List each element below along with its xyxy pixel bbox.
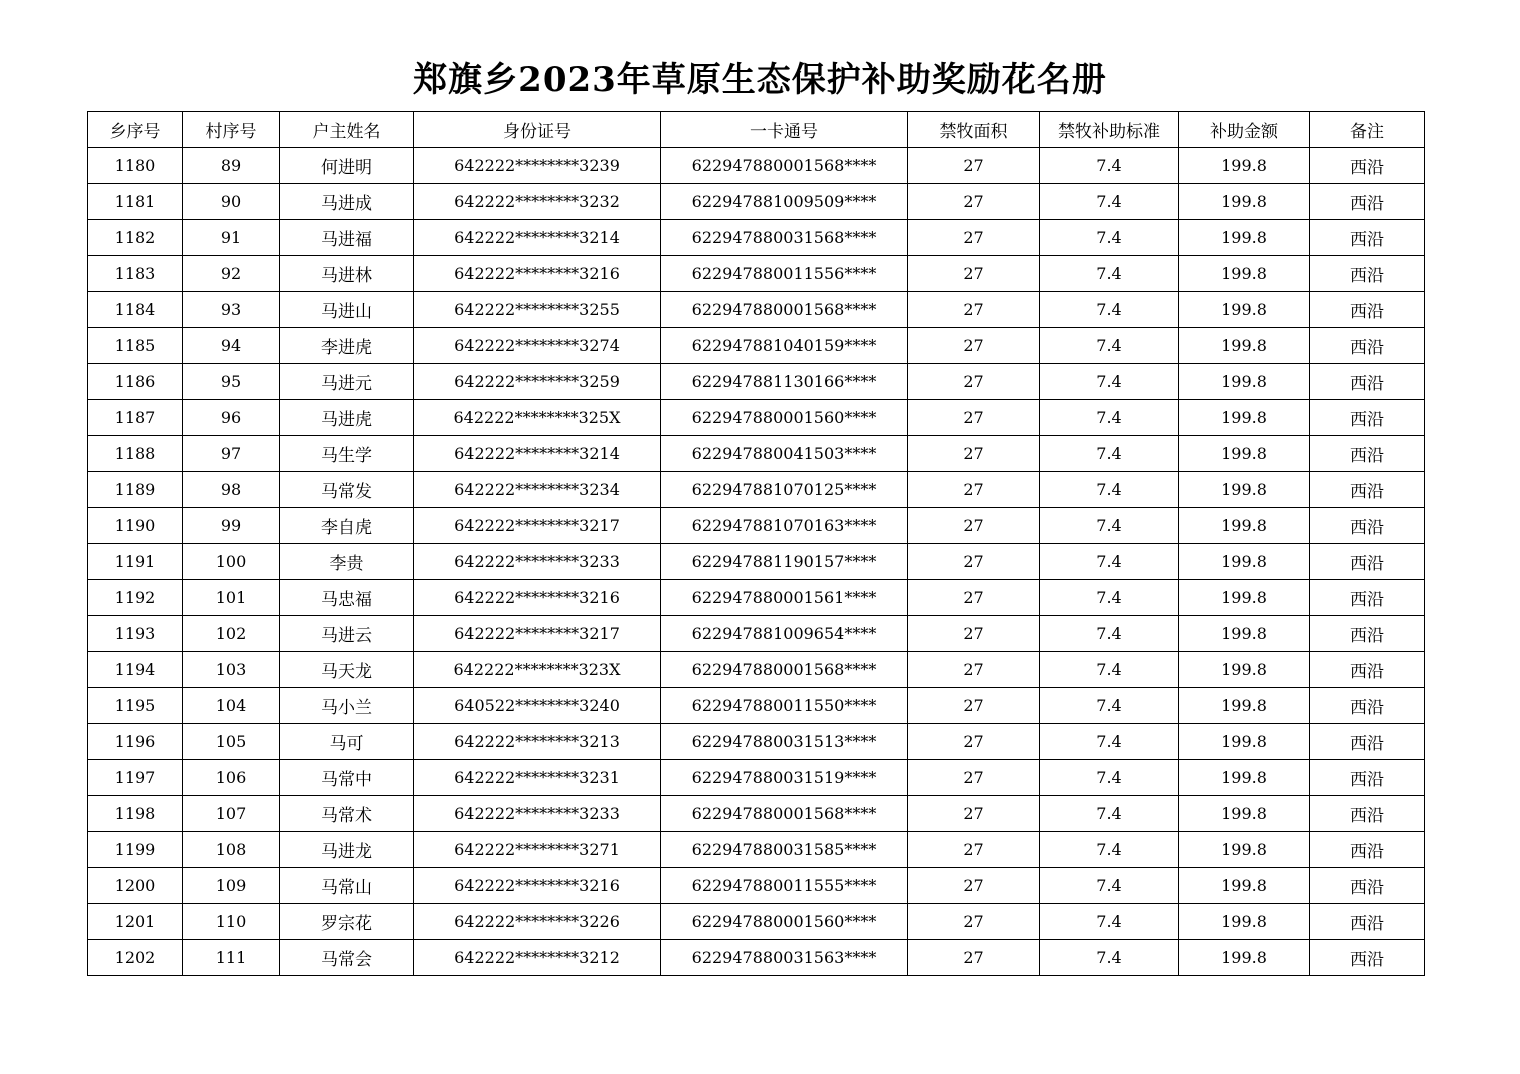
village-seq-cell: 111 [183,940,280,976]
subsidy-amount-cell: 199.8 [1179,148,1310,184]
table-row [88,328,1425,364]
subsidy-amount-cell: 199.8 [1179,400,1310,436]
table-row [88,904,1425,940]
householder-name-cell: 马进山 [280,292,414,328]
grazing-ban-area-cell: 27 [908,904,1040,940]
table-row [88,580,1425,616]
card-number-cell: 622947881070163**** [661,508,908,544]
card-number-cell: 622947880031519**** [661,760,908,796]
subsidy-standard-cell: 7.4 [1040,508,1179,544]
card-number-cell: 622947880001568**** [661,148,908,184]
remarks-cell: 西沿 [1310,472,1425,508]
grazing-ban-area-cell: 27 [908,292,1040,328]
grazing-ban-area-cell: 27 [908,148,1040,184]
township-seq-cell: 1180 [88,148,183,184]
id-number-cell: 642222********3255 [414,292,661,328]
township-seq-cell: 1183 [88,256,183,292]
table-row [88,616,1425,652]
table-header-row [88,112,1425,148]
document-title: 郑旗乡2023年草原生态保护补助奖励花名册 [413,60,1107,100]
grazing-ban-area-header: 禁牧面积 [908,112,1040,148]
id-number-cell: 642222********3234 [414,472,661,508]
grazing-ban-area-cell: 27 [908,940,1040,976]
grazing-ban-area-cell: 27 [908,760,1040,796]
remarks-cell: 西沿 [1310,400,1425,436]
subsidy-standard-cell: 7.4 [1040,220,1179,256]
card-number-cell: 622947881070125**** [661,472,908,508]
remarks-cell: 西沿 [1310,724,1425,760]
township-seq-cell: 1192 [88,580,183,616]
subsidy-amount-cell: 199.8 [1179,184,1310,220]
village-seq-cell: 96 [183,400,280,436]
remarks-cell: 西沿 [1310,292,1425,328]
grazing-ban-area-cell: 27 [908,400,1040,436]
table-row [88,292,1425,328]
card-number-cell: 622947881009509**** [661,184,908,220]
township-seq-cell: 1201 [88,904,183,940]
subsidy-standard-cell: 7.4 [1040,760,1179,796]
township-seq-cell: 1190 [88,508,183,544]
subsidy-standard-cell: 7.4 [1040,832,1179,868]
card-number-cell: 622947881190157**** [661,544,908,580]
subsidy-standard-cell: 7.4 [1040,364,1179,400]
subsidy-amount-cell: 199.8 [1179,688,1310,724]
id-number-cell: 642222********3216 [414,868,661,904]
subsidy-amount-header: 补助金额 [1179,112,1310,148]
id-number-cell: 642222********3214 [414,436,661,472]
township-seq-cell: 1196 [88,724,183,760]
subsidy-standard-cell: 7.4 [1040,868,1179,904]
table-row [88,472,1425,508]
grazing-ban-area-cell: 27 [908,436,1040,472]
id-number-cell: 642222********323X [414,652,661,688]
householder-name-cell: 马可 [280,724,414,760]
subsidy-standard-cell: 7.4 [1040,904,1179,940]
table-row [88,940,1425,976]
remarks-cell: 西沿 [1310,868,1425,904]
card-number-cell: 622947880001568**** [661,292,908,328]
subsidy-amount-cell: 199.8 [1179,904,1310,940]
id-number-cell: 642222********3271 [414,832,661,868]
householder-name-cell: 马常会 [280,940,414,976]
householder-name-cell: 马天龙 [280,652,414,688]
id-number-cell: 642222********3239 [414,148,661,184]
township-seq-cell: 1200 [88,868,183,904]
subsidy-standard-cell: 7.4 [1040,724,1179,760]
id-number-cell: 642222********3216 [414,256,661,292]
table-row [88,688,1425,724]
remarks-cell: 西沿 [1310,364,1425,400]
card-number-cell: 622947881130166**** [661,364,908,400]
village-seq-cell: 110 [183,904,280,940]
table-row [88,436,1425,472]
id-number-cell: 642222********3216 [414,580,661,616]
remarks-cell: 西沿 [1310,508,1425,544]
grazing-ban-area-cell: 27 [908,184,1040,220]
subsidy-amount-cell: 199.8 [1179,616,1310,652]
subsidy-amount-cell: 199.8 [1179,652,1310,688]
subsidy-amount-cell: 199.8 [1179,256,1310,292]
householder-name-cell: 马进元 [280,364,414,400]
subsidy-amount-cell: 199.8 [1179,364,1310,400]
subsidy-amount-cell: 199.8 [1179,832,1310,868]
table-row [88,796,1425,832]
householder-name-cell: 李贵 [280,544,414,580]
householder-name-cell: 马生学 [280,436,414,472]
township-seq-cell: 1195 [88,688,183,724]
grazing-ban-area-cell: 27 [908,472,1040,508]
township-seq-cell: 1199 [88,832,183,868]
householder-name-cell: 马进林 [280,256,414,292]
subsidy-amount-cell: 199.8 [1179,472,1310,508]
card-number-cell: 622947880011555**** [661,868,908,904]
remarks-header: 备注 [1310,112,1425,148]
id-number-cell: 642222********3217 [414,616,661,652]
card-number-cell: 622947880001560**** [661,400,908,436]
householder-name-cell: 马进福 [280,220,414,256]
id-number-cell: 642222********3214 [414,220,661,256]
id-number-header: 身份证号 [414,112,661,148]
township-seq-cell: 1188 [88,436,183,472]
remarks-cell: 西沿 [1310,328,1425,364]
village-seq-cell: 105 [183,724,280,760]
card-number-cell: 622947880011550**** [661,688,908,724]
remarks-cell: 西沿 [1310,760,1425,796]
subsidy-standard-cell: 7.4 [1040,544,1179,580]
id-number-cell: 642222********3226 [414,904,661,940]
grazing-ban-area-cell: 27 [908,688,1040,724]
grazing-ban-area-cell: 27 [908,652,1040,688]
subsidy-standard-cell: 7.4 [1040,328,1179,364]
table-row [88,652,1425,688]
subsidy-standard-cell: 7.4 [1040,472,1179,508]
subsidy-standard-cell: 7.4 [1040,796,1179,832]
subsidy-standard-cell: 7.4 [1040,436,1179,472]
subsidy-standard-cell: 7.4 [1040,148,1179,184]
township-seq-cell: 1198 [88,796,183,832]
householder-name-cell: 马进云 [280,616,414,652]
id-number-cell: 642222********3233 [414,544,661,580]
village-seq-cell: 107 [183,796,280,832]
card-number-cell: 622947880001568**** [661,796,908,832]
householder-name-cell: 马进虎 [280,400,414,436]
grazing-ban-area-cell: 27 [908,868,1040,904]
village-seq-cell: 92 [183,256,280,292]
subsidy-amount-cell: 199.8 [1179,508,1310,544]
village-seq-cell: 98 [183,472,280,508]
remarks-cell: 西沿 [1310,904,1425,940]
subsidy-amount-cell: 199.8 [1179,580,1310,616]
subsidy-amount-cell: 199.8 [1179,436,1310,472]
remarks-cell: 西沿 [1310,256,1425,292]
remarks-cell: 西沿 [1310,184,1425,220]
grazing-ban-area-cell: 27 [908,724,1040,760]
township-seq-cell: 1182 [88,220,183,256]
grazing-ban-area-cell: 27 [908,364,1040,400]
village-seq-cell: 93 [183,292,280,328]
card-number-cell: 622947881009654**** [661,616,908,652]
householder-name-cell: 马进成 [280,184,414,220]
id-number-cell: 642222********3213 [414,724,661,760]
village-seq-cell: 106 [183,760,280,796]
householder-name-cell: 马常术 [280,796,414,832]
subsidy-amount-cell: 199.8 [1179,220,1310,256]
village-seq-cell: 99 [183,508,280,544]
id-number-cell: 642222********325X [414,400,661,436]
township-seq-cell: 1186 [88,364,183,400]
id-number-cell: 642222********3231 [414,760,661,796]
village-seq-cell: 102 [183,616,280,652]
card-number-cell: 622947880031585**** [661,832,908,868]
subsidy-amount-cell: 199.8 [1179,796,1310,832]
card-number-cell: 622947880031563**** [661,940,908,976]
table-row [88,364,1425,400]
grazing-ban-area-cell: 27 [908,220,1040,256]
subsidy-standard-cell: 7.4 [1040,292,1179,328]
subsidy-standard-cell: 7.4 [1040,580,1179,616]
village-seq-cell: 101 [183,580,280,616]
remarks-cell: 西沿 [1310,616,1425,652]
subsidy-standard-cell: 7.4 [1040,184,1179,220]
township-seq-header: 乡序号 [88,112,183,148]
township-seq-cell: 1197 [88,760,183,796]
householder-name-cell: 罗宗花 [280,904,414,940]
card-number-cell: 622947880001561**** [661,580,908,616]
remarks-cell: 西沿 [1310,148,1425,184]
subsidy-standard-cell: 7.4 [1040,688,1179,724]
card-number-header: 一卡通号 [661,112,908,148]
householder-name-cell: 马常发 [280,472,414,508]
table-row [88,220,1425,256]
table-row [88,400,1425,436]
card-number-cell: 622947880011556**** [661,256,908,292]
table-row [88,508,1425,544]
township-seq-cell: 1181 [88,184,183,220]
id-number-cell: 642222********3217 [414,508,661,544]
subsidy-standard-cell: 7.4 [1040,652,1179,688]
village-seq-cell: 90 [183,184,280,220]
village-seq-cell: 94 [183,328,280,364]
householder-name-header: 户主姓名 [280,112,414,148]
id-number-cell: 642222********3233 [414,796,661,832]
card-number-cell: 622947880001568**** [661,652,908,688]
roster-table [87,111,1425,976]
subsidy-amount-cell: 199.8 [1179,760,1310,796]
grazing-ban-area-cell: 27 [908,256,1040,292]
township-seq-cell: 1187 [88,400,183,436]
village-seq-header: 村序号 [183,112,280,148]
grazing-ban-area-cell: 27 [908,616,1040,652]
householder-name-cell: 马小兰 [280,688,414,724]
subsidy-amount-cell: 199.8 [1179,544,1310,580]
card-number-cell: 622947880041503**** [661,436,908,472]
remarks-cell: 西沿 [1310,832,1425,868]
id-number-cell: 642222********3259 [414,364,661,400]
subsidy-amount-cell: 199.8 [1179,328,1310,364]
id-number-cell: 642222********3212 [414,940,661,976]
id-number-cell: 642222********3274 [414,328,661,364]
table-row [88,148,1425,184]
grazing-ban-area-cell: 27 [908,796,1040,832]
subsidy-amount-cell: 199.8 [1179,292,1310,328]
village-seq-cell: 89 [183,148,280,184]
township-seq-cell: 1194 [88,652,183,688]
township-seq-cell: 1193 [88,616,183,652]
householder-name-cell: 何进明 [280,148,414,184]
remarks-cell: 西沿 [1310,940,1425,976]
householder-name-cell: 马常中 [280,760,414,796]
remarks-cell: 西沿 [1310,796,1425,832]
village-seq-cell: 100 [183,544,280,580]
subsidy-standard-header: 禁牧补助标准 [1040,112,1179,148]
grazing-ban-area-cell: 27 [908,580,1040,616]
table-row [88,832,1425,868]
grazing-ban-area-cell: 27 [908,328,1040,364]
village-seq-cell: 104 [183,688,280,724]
remarks-cell: 西沿 [1310,436,1425,472]
subsidy-amount-cell: 199.8 [1179,868,1310,904]
township-seq-cell: 1191 [88,544,183,580]
grazing-ban-area-cell: 27 [908,544,1040,580]
table-row [88,868,1425,904]
township-seq-cell: 1185 [88,328,183,364]
householder-name-cell: 李进虎 [280,328,414,364]
householder-name-cell: 李自虎 [280,508,414,544]
table-row [88,760,1425,796]
householder-name-cell: 马常山 [280,868,414,904]
village-seq-cell: 108 [183,832,280,868]
table-row [88,256,1425,292]
grazing-ban-area-cell: 27 [908,508,1040,544]
village-seq-cell: 95 [183,364,280,400]
subsidy-amount-cell: 199.8 [1179,940,1310,976]
subsidy-standard-cell: 7.4 [1040,616,1179,652]
remarks-cell: 西沿 [1310,580,1425,616]
table-row [88,724,1425,760]
subsidy-standard-cell: 7.4 [1040,256,1179,292]
subsidy-standard-cell: 7.4 [1040,400,1179,436]
card-number-cell: 622947881040159**** [661,328,908,364]
table-row [88,184,1425,220]
householder-name-cell: 马忠福 [280,580,414,616]
card-number-cell: 622947880001560**** [661,904,908,940]
card-number-cell: 622947880031568**** [661,220,908,256]
table-row [88,544,1425,580]
subsidy-standard-cell: 7.4 [1040,940,1179,976]
remarks-cell: 西沿 [1310,220,1425,256]
card-number-cell: 622947880031513**** [661,724,908,760]
township-seq-cell: 1202 [88,940,183,976]
village-seq-cell: 97 [183,436,280,472]
subsidy-amount-cell: 199.8 [1179,724,1310,760]
remarks-cell: 西沿 [1310,544,1425,580]
village-seq-cell: 109 [183,868,280,904]
grazing-ban-area-cell: 27 [908,832,1040,868]
remarks-cell: 西沿 [1310,688,1425,724]
id-number-cell: 640522********3240 [414,688,661,724]
householder-name-cell: 马进龙 [280,832,414,868]
remarks-cell: 西沿 [1310,652,1425,688]
village-seq-cell: 103 [183,652,280,688]
village-seq-cell: 91 [183,220,280,256]
id-number-cell: 642222********3232 [414,184,661,220]
township-seq-cell: 1184 [88,292,183,328]
township-seq-cell: 1189 [88,472,183,508]
table-body [88,148,1425,976]
